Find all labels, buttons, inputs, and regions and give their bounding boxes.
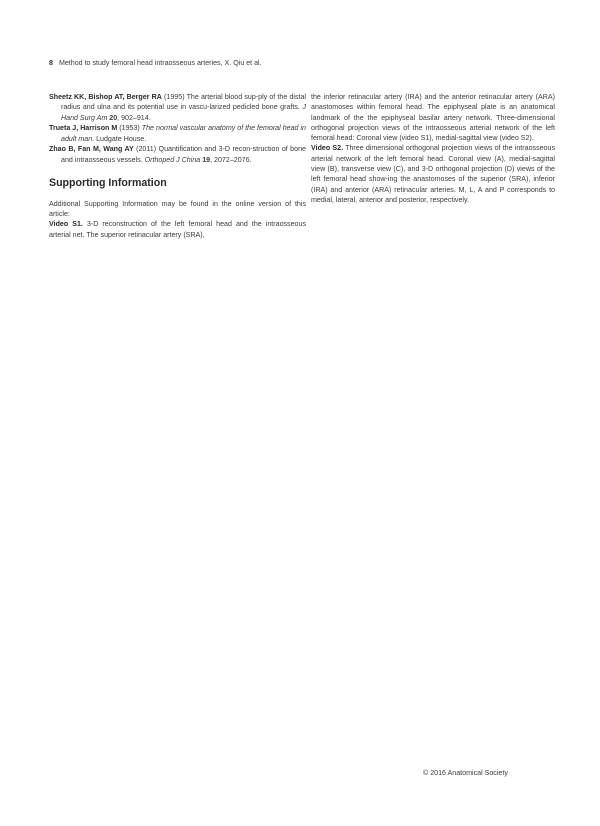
supporting-intro: Additional Supporting Information may be found in the online version of this article:	[49, 199, 306, 219]
video-s2-label: Video S2.	[311, 144, 344, 153]
reference-title: The arterial blood sup-ply of the distal radius and ulna and its potential use in vascu-larized pedicled bone grafts.	[61, 93, 307, 112]
reference-journal: Orthoped J China	[144, 155, 201, 164]
reference-pages: , 2072–2076.	[210, 155, 252, 164]
reference-pages: , 902–914.	[117, 113, 151, 122]
reference-authors: Zhao B, Fan M, Wang AY	[49, 145, 134, 154]
running-title: Method to study femoral head intraosseous arteries, X. Qiu et al.	[58, 59, 262, 67]
right-column	[311, 92, 555, 205]
reference-year: (1995)	[164, 93, 185, 101]
reference-authors: Sheetz KK, Bishop AT, Berger RA	[49, 93, 162, 101]
left-column	[49, 92, 307, 240]
reference-volume: 20	[109, 113, 118, 122]
video-s1-caption-continued: the inferior retinacular artery (IRA) and the anterior retinacular artery (ARA) anastomoses within femoral head. The epiphyseal plate is an anatomical landmark of the the epiphyseal basilar artery network. Three-dimensional orthogonal projection views of the intraosseous arterial network of the left femoral head: Coronal view (video S1), medial-sagittal view (video S2).	[311, 93, 555, 143]
copyright-footer: © 2016 Anatomical Society	[423, 769, 508, 777]
video-s1-text: 3-D reconstruction of the left femoral head and the intraosseous arterial net. The superior retinacular artery (SRA),	[49, 220, 306, 239]
reference-authors: Trueta J, Harrison M	[49, 124, 118, 133]
reference-entry	[49, 92, 306, 123]
reference-year: (2011)	[136, 145, 157, 154]
reference-year: (1953)	[119, 124, 140, 133]
video-s2-caption	[311, 143, 555, 205]
reference-volume: 19	[202, 155, 211, 164]
reference-journal: J Hand Surg Am	[61, 103, 306, 122]
video-s1-caption	[49, 219, 306, 240]
running-header	[49, 59, 549, 68]
reference-book-title: The normal vascular anatomy of the femoral head in adult man	[61, 124, 306, 143]
reference-entry	[49, 123, 306, 144]
reference-title: Quantification and 3-D recon-struction of bone and intraosseous vessels.	[61, 145, 306, 164]
page-number: 8	[49, 59, 53, 67]
video-s1-label: Video S1.	[49, 220, 83, 229]
section-heading: Supporting Information	[49, 176, 167, 189]
reference-entry	[49, 144, 306, 165]
video-s2-text: Three dimensional orthogonal projection views of the intraosseous arterial network of the left femoral head. Coronal view (A), medial-sagittal view (B), transverse view (C), and 3-D orthogonal projection (D) views of the left femoral head show-ing the anastomoses of the superior (SRA), inferior (IRA) and anterior (ARA) retinacular arteries. M, L, A and P corresponds to medial, lateral, anterior and posterior, respectively.	[311, 144, 555, 204]
reference-publisher: . Ludgate House.	[92, 134, 147, 143]
